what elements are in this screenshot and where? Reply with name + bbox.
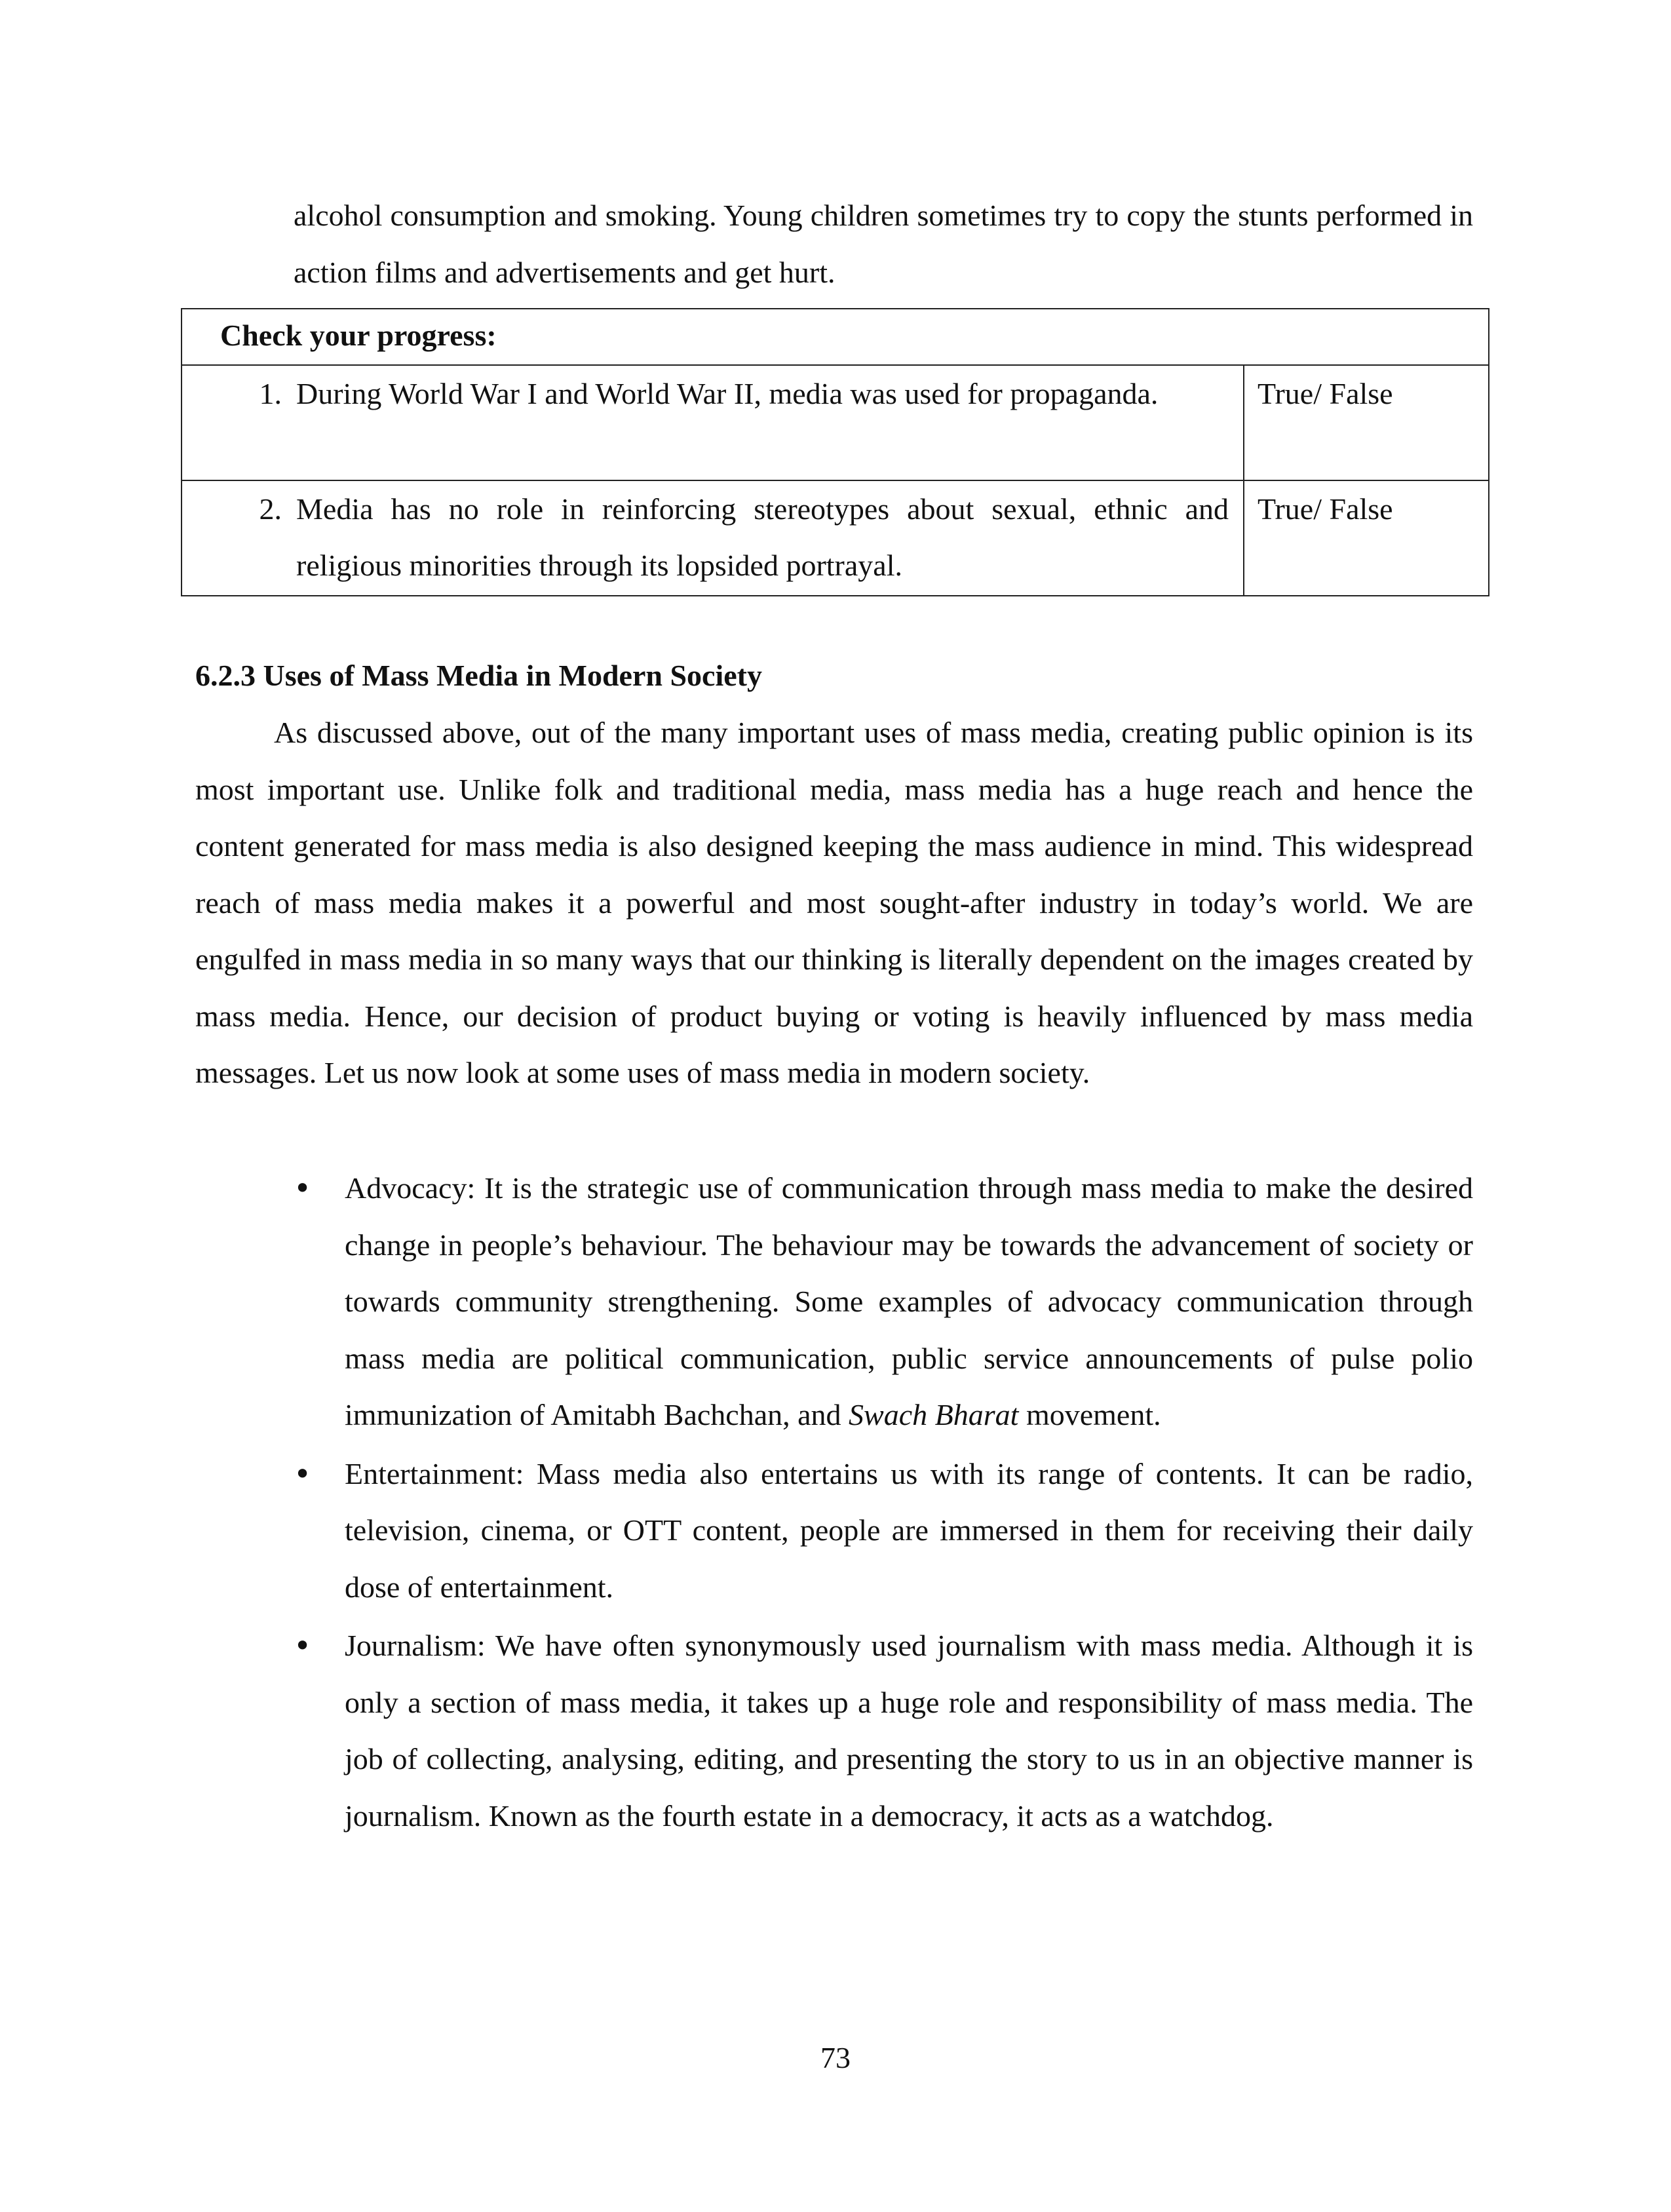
list-item [294, 1446, 1473, 1616]
check-progress-table [181, 308, 1489, 596]
question-number: 1. [259, 377, 282, 410]
question-text: During World War I and World War II, media was used for propaganda. [296, 377, 1159, 410]
check-progress-header: Check your progress: [182, 309, 1489, 365]
section-body [195, 705, 1473, 1102]
question-cell [182, 480, 1244, 596]
answer-option: True/ False [1244, 365, 1489, 480]
list-item-text [345, 1160, 1473, 1444]
intro-text: alcohol consumption and smoking. Young children sometimes try to copy the stunts performed in action films and advertisements and get hurt. [294, 199, 1473, 289]
list-item-text: Entertainment: Mass media also entertains us with its range of contents. It can be radio, television, cinema, or OTT content, people are immersed in them for receiving their daily dose of entertainment. [345, 1456, 1473, 1604]
question-text: Media has no role in reinforcing stereotypes about sexual, ethnic and religious minorities through its lopsided portrayal. [296, 492, 1229, 582]
question-cell [182, 365, 1244, 480]
uses-list [294, 1160, 1473, 1846]
bullet-icon: • [294, 1628, 312, 1663]
table-row [182, 365, 1489, 480]
bullet-icon: • [294, 1171, 312, 1206]
page-number: 73 [820, 2041, 851, 2074]
section-paragraph: As discussed above, out of the many important uses of mass media, creating public opinion is its most important use. Unlike folk and traditional media, mass media has a huge reach and hence the content generated for mass media is also designed keeping the mass audience in mind. This widespread reach of mass media makes it a powerful and most sought-after industry in today’s world. We are engulfed in mass media in so many ways that our thinking is literally dependent on the images created by mass media. Hence, our decision of product buying or voting is heavily influenced by mass media messages. Let us now look at some uses of mass media in modern society. [195, 716, 1473, 1089]
advocacy-text: Advocacy: It is the strategic use of communication through mass media to make the desired change in people’s behaviour. The behaviour may be towards the advancement of society or towards community strengthening. Some examples of advocacy communication through mass media are political communication, public service announcements of pulse polio immunization of Amitabh Bachchan, and [345, 1171, 1473, 1431]
list-item [294, 1618, 1473, 1844]
question-number: 2. [259, 492, 282, 526]
list-item [294, 1160, 1473, 1444]
advocacy-text-end: movement. [1018, 1398, 1161, 1431]
italic-term: Swach Bharat [849, 1398, 1019, 1431]
bullet-icon: • [294, 1456, 312, 1492]
intro-paragraph [294, 187, 1473, 301]
list-item-text: Journalism: We have often synonymously used journalism with mass media. Although it is only a section of mass media, it takes up a huge role and responsibility of mass media. The job of collecting, analysing, editing, and presenting the story to us in an objective manner is journalism. Known as the fourth estate in a democracy, it acts as a watchdog. [345, 1629, 1473, 1833]
table-row [182, 480, 1489, 596]
answer-option: True/ False [1244, 480, 1489, 596]
section-heading: 6.2.3 Uses of Mass Media in Modern Society [195, 659, 762, 692]
table-header-row [182, 309, 1489, 365]
